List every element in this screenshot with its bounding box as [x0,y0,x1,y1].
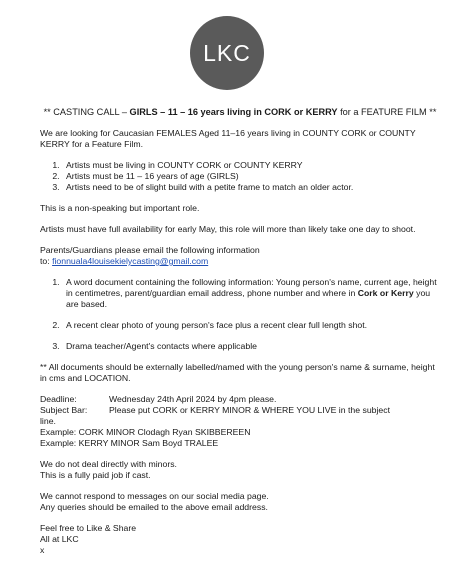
intro-paragraph: We are looking for Caucasian FEMALES Aged 11–16 years living in COUNTY CORK or COUNTY KERRY for a Feature Film. [40,128,416,149]
email-instructions [40,245,440,267]
requirement-item: 3. Drama teacher/Agent's contacts where applicable [62,341,440,352]
subject-bar-label: Subject Bar: [40,405,88,415]
paid-job-line: This is a fully paid job if cast. [40,470,151,480]
title-prefix: ** CASTING CALL – [43,107,130,117]
deadline-label: Deadline: [40,394,77,404]
subject-bar-value: Please put CORK or KERRY MINOR & WHERE YOU LIVE in the subject [109,405,390,415]
lkc-logo [190,16,264,90]
requirements-list [40,277,440,352]
availability-note: Artists must have full availability for early May, this role will more than likely take one day to shoot. [40,224,416,234]
social-note [40,491,440,513]
subject-bar-wrap: line. [40,416,56,426]
subject-bar-row [40,405,390,416]
casting-call-title [40,106,440,118]
requirement-item [62,277,440,310]
deadline-block [40,394,440,449]
queries-line: Any queries should be emailed to the above email address. [40,502,268,512]
signoff-line: x [40,545,45,555]
requirement-1-highlight: Cork or Kerry [357,288,414,298]
signoff-line: Feel free to Like & Share [40,523,137,533]
title-suffix: for a FEATURE FILM ** [337,107,437,117]
logo-text: LKC [203,39,251,66]
non-speaking-note: This is a non-speaking but important role. [40,203,200,213]
example-line: Example: KERRY MINOR Sam Boyd TRALEE [40,438,219,448]
title-highlight: GIRLS – 11 – 16 years living in CORK or KERRY [129,107,338,117]
requirement-1-text: A word document containing the following information: Young person's name, current age, height in centimetres, parent/guardian email address, phone number and where in [66,277,437,298]
signoff-line: All at LKC [40,534,79,544]
signoff [40,523,440,556]
deadline-row [40,394,390,405]
casting-email-link[interactable]: fionnuala4louisekielycasting@gmail.com [52,256,209,266]
criteria-item: 2. Artists must be 11 – 16 years of age (GIRLS) [62,171,440,182]
criteria-item: 1. Artists must be living in COUNTY CORK or COUNTY KERRY [62,160,440,171]
requirement-1-suffix: you are based. [66,288,431,309]
labelling-note: ** All documents should be externally labelled/named with the young person's name & surname, height in cms and LOCATION. [40,362,435,383]
deadline-table [40,394,390,416]
casting-call-document [40,106,440,556]
deadline-value: Wednesday 24th April 2024 by 4pm please. [109,394,277,404]
example-line: Example: CORK MINOR Clodagh Ryan SKIBBEREEN [40,427,251,437]
criteria-item: 3. Artists need to be of slight build with a petite frame to match an older actor. [62,182,440,193]
email-to-label: to: [40,256,53,266]
criteria-list [40,160,440,193]
minors-line: We do not deal directly with minors. [40,459,177,469]
email-intro-line: Parents/Guardians please email the following information [40,245,260,255]
requirement-item: 2. A recent clear photo of young person's face plus a recent clear full length shot. [62,320,440,331]
social-line: We cannot respond to messages on our social media page. [40,491,269,501]
minors-note [40,459,440,481]
